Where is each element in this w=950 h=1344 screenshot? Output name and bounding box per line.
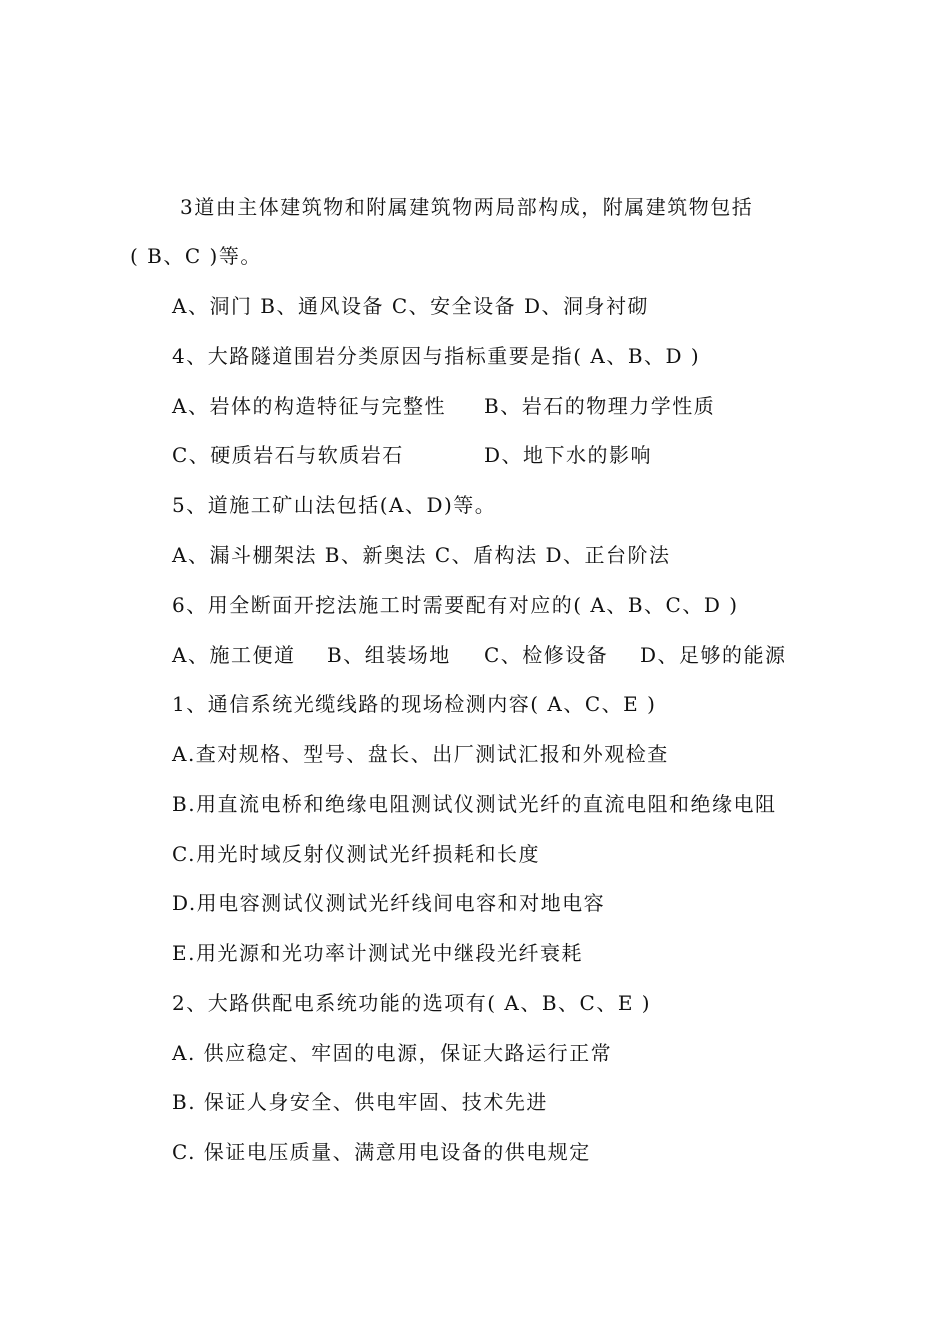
q1-option-a: A.查对规格、型号、盘长、出厂测试汇报和外观检查	[172, 742, 669, 766]
q2-option-c: C. 保证电压质量、满意用电设备的供电规定	[172, 1140, 591, 1164]
q1-question: 1、通信系统光缆线路的现场检测内容( A、C、E )	[172, 692, 657, 716]
q1-option-d: D.用电容测试仪测试光纤线间电容和对地电容	[172, 891, 606, 915]
q1-option-e: E.用光源和光功率计测试光中继段光纤衰耗	[172, 941, 583, 965]
q6-option-a: A、施工便道	[172, 643, 296, 667]
q3-question-line1: 3道由主体建筑物和附属建筑物两局部构成，附属建筑物包括	[180, 195, 754, 219]
q6-option-d: D、足够的能源	[640, 643, 787, 667]
q4-option-b: B、岩石的物理力学性质	[484, 394, 716, 418]
q2-option-a: A. 供应稳定、牢固的电源，保证大路运行正常	[172, 1041, 613, 1065]
q4-option-c: C、硬质岩石与软质岩石	[172, 443, 404, 467]
q4-option-a: A、岩体的构造特征与完整性	[172, 394, 446, 418]
q1-option-c: C.用光时域反射仪测试光纤损耗和长度	[172, 842, 540, 866]
q5-question: 5、道施工矿山法包括(A、D)等。	[172, 493, 497, 517]
q1-option-b: B.用直流电桥和绝缘电阻测试仪测试光纤的直流电阻和绝缘电阻	[172, 792, 777, 816]
q3-options: A、洞门 B、通风设备 C、安全设备 D、洞身衬砌	[172, 294, 650, 318]
q6-option-b: B、组装场地	[327, 643, 451, 667]
q6-option-c: C、检修设备	[484, 643, 609, 667]
q3-question-line2: ( B、C )等。	[130, 244, 262, 268]
q4-question: 4、大路隧道围岩分类原因与指标重要是指( A、B、D )	[172, 344, 701, 368]
q5-options: A、漏斗棚架法 B、新奥法 C、盾构法 D、正台阶法	[172, 543, 671, 567]
q6-question: 6、用全断面开挖法施工时需要配有对应的( A、B、C、D )	[172, 593, 739, 617]
q2-option-b: B. 保证人身安全、供电牢固、技术先进	[172, 1090, 548, 1114]
q4-option-d: D、地下水的影响	[484, 443, 653, 467]
q2-question: 2、大路供配电系统功能的选项有( A、B、C、E )	[172, 991, 652, 1015]
